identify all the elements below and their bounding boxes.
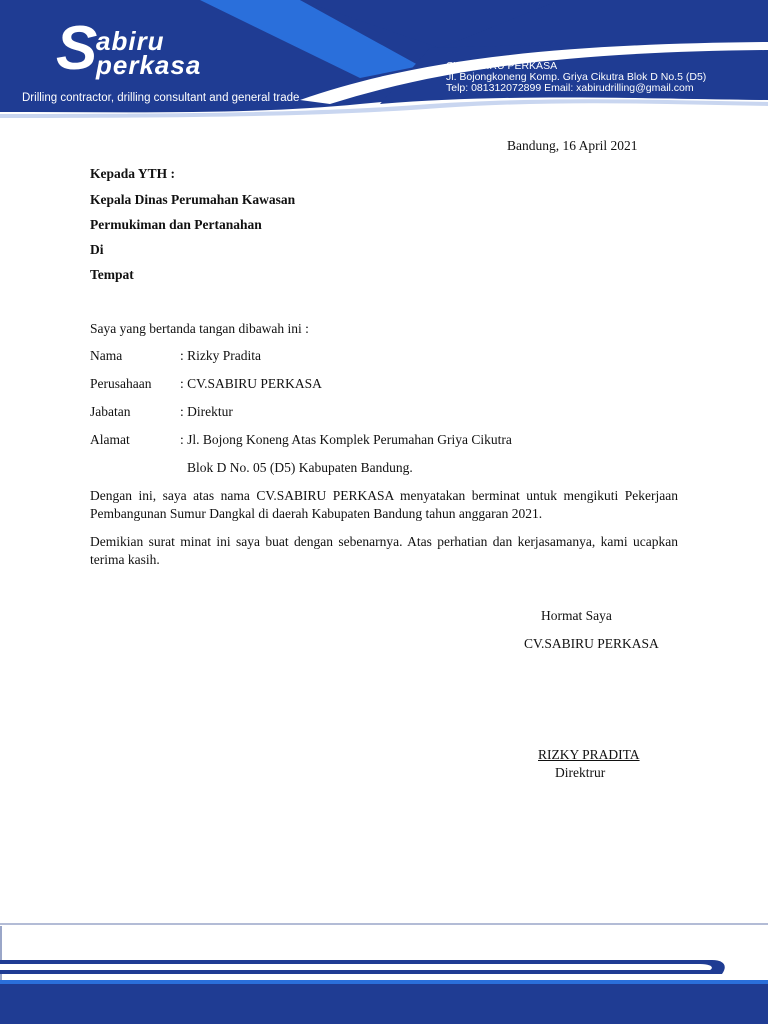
body-paragraph: Dengan ini, saya atas nama CV.SABIRU PERKASA menyatakan berminat untuk mengikuti Pekerjaan Pembangunan Sumur Dangkal di daerah Kabupaten Bandung tahun anggaran 2021. — [90, 488, 678, 521]
recipient-line: Permukiman dan Pertanahan — [90, 217, 262, 232]
signer-title: Direktrur — [555, 765, 606, 780]
logo-line2: perkasa — [96, 50, 202, 80]
intro-line: Saya yang bertanda tangan dibawah ini : — [90, 321, 309, 336]
field-label: Alamat — [90, 432, 130, 447]
field-label: Perusahaan — [90, 376, 152, 391]
footer-banner — [0, 922, 768, 1024]
recipient-line: Di — [90, 242, 104, 257]
field-label: Jabatan — [90, 404, 131, 419]
field-value: : Jl. Bojong Koneng Atas Komplek Perumahan Griya Cikutra — [180, 432, 512, 447]
recipient-line: Kepala Dinas Perumahan Kawasan — [90, 192, 296, 207]
recipient-line: Tempat — [90, 267, 134, 282]
field-label: Nama — [90, 348, 123, 363]
logo-initial: S — [56, 14, 98, 83]
logo-line1: abiru — [96, 26, 165, 56]
recipient-line: Kepada YTH : — [90, 166, 176, 181]
company-name: CV. SABIRU PERKASA — [446, 60, 558, 72]
closing-company: CV.SABIRU PERKASA — [524, 636, 659, 651]
closing: Hormat Saya — [541, 608, 612, 623]
field-value: : CV.SABIRU PERKASA — [180, 376, 322, 391]
field-value: : Rizky Pradita — [180, 348, 261, 363]
company-address: Jl. Bojongkoneng Komp. Griya Cikutra Blok D No.5 (D5) — [446, 71, 707, 83]
signer-name: RIZKY PRADITA — [538, 747, 640, 762]
field-value: : Direktur — [180, 404, 233, 419]
company-contact: Telp: 081312072899 Email: xabirudrilling@gmail.com — [446, 82, 694, 94]
address-continuation: Blok D No. 05 (D5) Kabupaten Bandung. — [187, 460, 413, 475]
body-paragraph: Demikian surat minat ini saya buat dengan sebenarnya. Atas perhatian dan kerjasamanya, kami ucapkan terima kasih. — [90, 534, 678, 567]
place-date: Bandung, 16 April 2021 — [507, 138, 638, 153]
company-tagline: Drilling contractor, drilling consultant and general trade — [22, 92, 300, 104]
